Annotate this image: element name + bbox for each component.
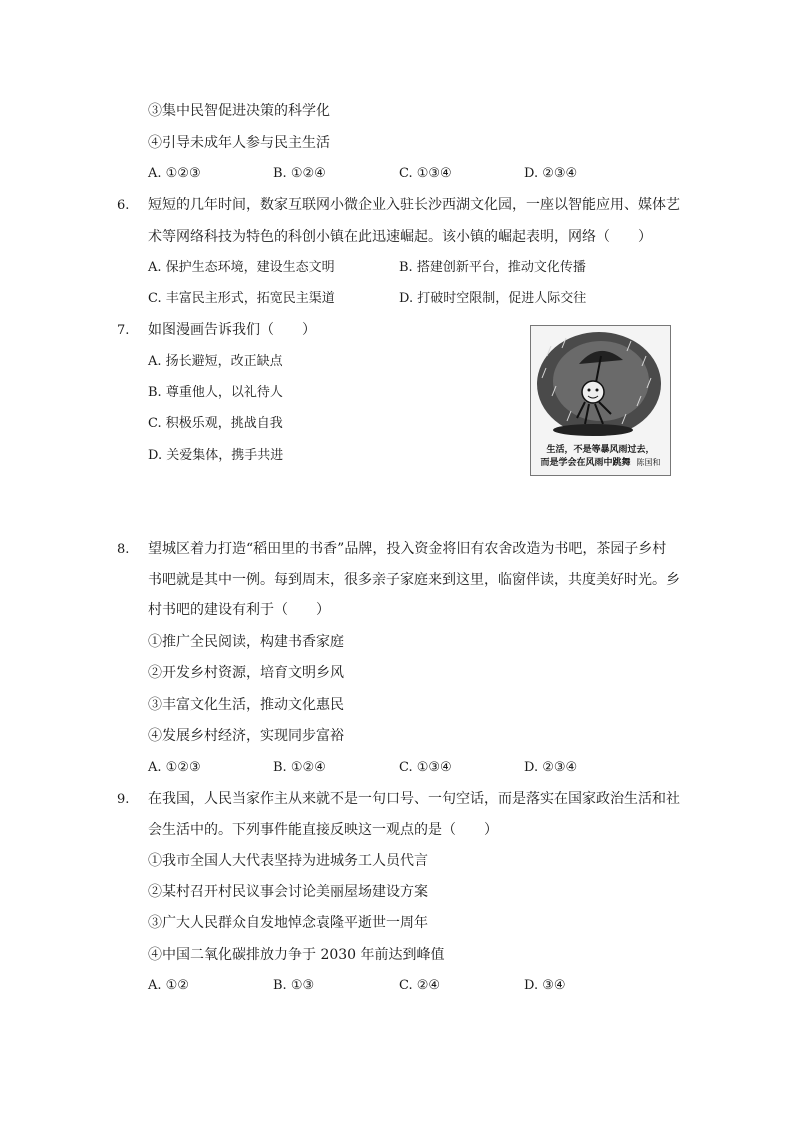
q9-option-b: B. ①③ xyxy=(273,978,315,993)
q8-number: 8. xyxy=(117,542,130,557)
cartoon-author: 陈国和 xyxy=(636,458,661,467)
q5-option-b: B. ①②④ xyxy=(273,166,326,181)
q8-option-a: A. ①②③ xyxy=(148,760,201,775)
q9-number: 9. xyxy=(117,792,130,807)
q8-stem-line-3: 村书吧的建设有利于（ ） xyxy=(148,602,330,618)
q9-stem-line-1: 在我国，人民当家作主从来就不是一句口号、一句空话，而是落实在国家政治生活和社 xyxy=(148,791,680,807)
q6-option-c: C. 丰富民主形式，拓宽民主渠道 xyxy=(148,291,335,306)
q9-item-2: ②某村召开村民议事会讨论美丽屋场建设方案 xyxy=(148,884,428,900)
q8-item-1: ①推广全民阅读，构建书香家庭 xyxy=(148,634,344,650)
q9-item-4: ④中国二氧化碳排放力争于 2030 年前达到峰值 xyxy=(148,947,445,963)
q9-option-a: A. ①② xyxy=(148,978,189,993)
cartoon-caption-line-1: 生活，不是等暴风雨过去， xyxy=(546,445,655,455)
q7-cartoon xyxy=(530,325,671,476)
q8-item-4: ④发展乡村经济，实现同步富裕 xyxy=(148,728,344,744)
q5-item-3: ③集中民智促进决策的科学化 xyxy=(148,103,330,119)
q6-option-d: D. 打破时空限制，促进人际交往 xyxy=(399,291,587,306)
q7-option-c: C. 积极乐观，挑战自我 xyxy=(148,416,283,431)
q6-number: 6. xyxy=(117,198,130,213)
cartoon-caption-text: 而是学会在风雨中跳舞 xyxy=(540,458,631,468)
q6-stem-line-1: 短短的几年时间，数家互联网小微企业入驻长沙西湖文化园，一座以智能应用、媒体艺 xyxy=(148,197,680,213)
q8-item-3: ③丰富文化生活，推动文化惠民 xyxy=(148,697,344,713)
q9-stem-line-2: 会生活中的。下列事件能直接反映这一观点的是（ ） xyxy=(148,822,498,838)
q9-item-3: ③广大人民群众自发地悼念袁隆平逝世一周年 xyxy=(148,915,428,931)
q6-stem-line-2: 术等网络科技为特色的科创小镇在此迅速崛起。该小镇的崛起表明，网络（ ） xyxy=(148,229,652,245)
q6-option-b: B. 搭建创新平台，推动文化传播 xyxy=(399,260,586,275)
q5-option-c: C. ①③④ xyxy=(399,166,452,181)
q5-item-4: ④引导未成年人参与民主生活 xyxy=(148,135,330,151)
q8-option-d: D. ②③④ xyxy=(524,760,578,775)
q7-stem: 如图漫画告诉我们（ ） xyxy=(148,322,316,338)
cartoon-caption-line-2 xyxy=(531,457,670,469)
q8-item-2: ②开发乡村资源，培育文明乡风 xyxy=(148,665,344,681)
q7-number: 7. xyxy=(117,323,130,338)
q8-option-b: B. ①②④ xyxy=(273,760,326,775)
q8-stem-line-1: 望城区着力打造“稻田里的书香”品牌，投入资金将旧有农舍改造为书吧，茶园子乡村 xyxy=(148,541,667,557)
q5-option-d: D. ②③④ xyxy=(524,166,578,181)
q8-option-c: C. ①③④ xyxy=(399,760,452,775)
q9-item-1: ①我市全国人大代表坚持为进城务工人员代言 xyxy=(148,853,428,869)
q9-option-c: C. ②④ xyxy=(399,978,441,993)
q7-option-a: A. 扬长避短，改正缺点 xyxy=(148,354,283,369)
q6-option-a: A. 保护生态环境，建设生态文明 xyxy=(148,260,335,275)
q8-stem-line-2: 书吧就是其中一例。每到周末，很多亲子家庭来到这里，临窗伴读，共度美好时光。乡 xyxy=(148,572,680,588)
q7-option-b: B. 尊重他人，以礼待人 xyxy=(148,385,283,400)
q5-option-a: A. ①②③ xyxy=(148,166,201,181)
q7-option-d: D. 关爱集体，携手共进 xyxy=(148,448,284,463)
q9-option-d: D. ③④ xyxy=(524,978,566,993)
